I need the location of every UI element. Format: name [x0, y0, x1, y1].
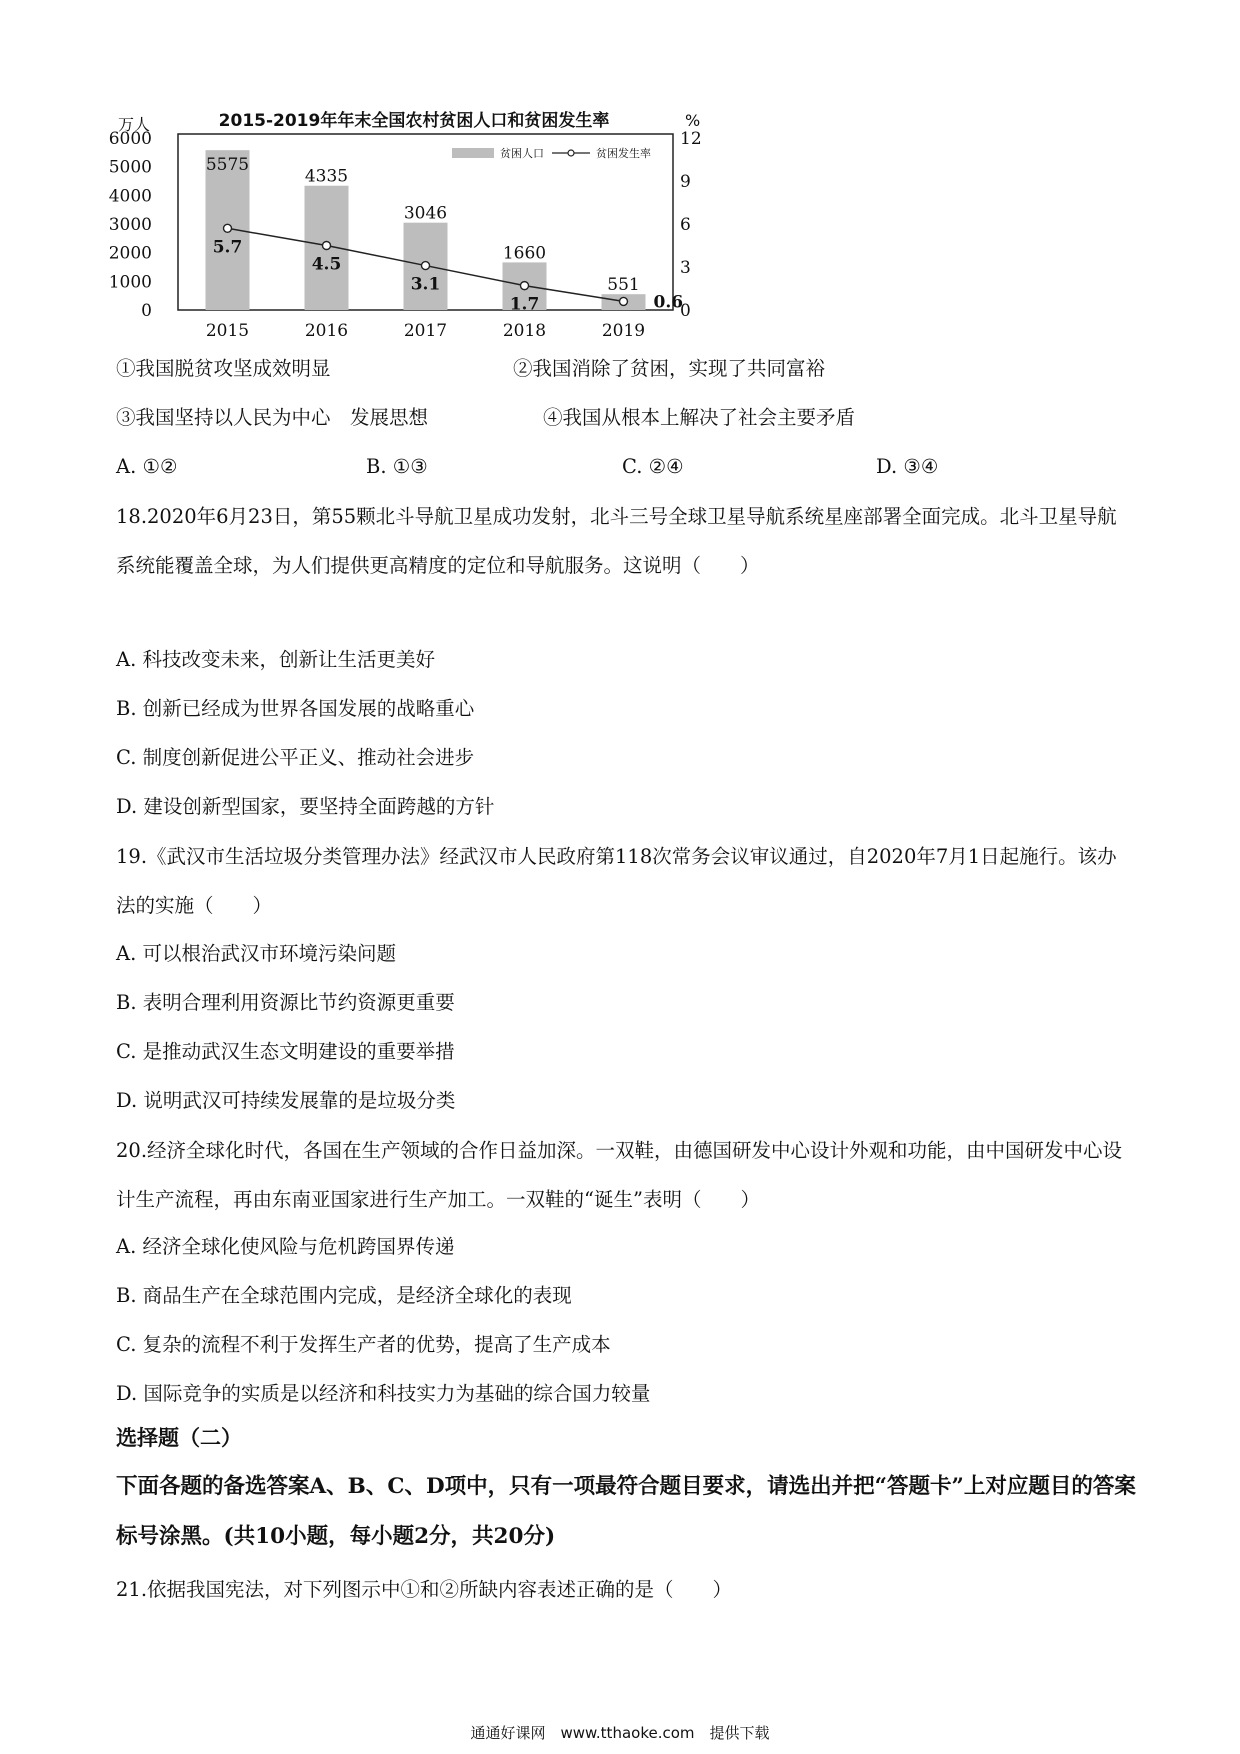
section-instructions: 下面各题的备选答案A、B、C、D项中，只有一项最符合题目要求，请选出并把“答题卡”上对应题目的答案标号涂黑。(共10小题，每小题2分，共20分): [116, 1474, 1136, 1549]
bar-value-label: 3046: [403, 203, 448, 224]
bar-value-label: 4335: [304, 166, 349, 187]
rate-value-label: 4.5: [311, 254, 342, 275]
q17-statement-2: ②我国消除了贫困，实现了共同富裕: [513, 357, 826, 380]
q17-statement-4: ④我国从根本上解决了社会主要矛盾: [543, 406, 856, 429]
q18-option-a[interactable]: A. 科技改变未来，创新让生活更美好: [116, 648, 435, 671]
rate-point: [521, 282, 529, 290]
rate-point: [224, 224, 232, 232]
q20-option-d[interactable]: D. 国际竞争的实质是以经济和科技实力为基础的综合国力较量: [116, 1382, 651, 1405]
rate-point: [323, 242, 331, 250]
q19-stem: 19.《武汉市生活垃圾分类管理办法》经武汉市人民政府第118次常务会议审议通过，自2020年7月1日起施行。该办法的实施（ ）: [116, 845, 1117, 917]
rate-point: [620, 297, 628, 305]
q17-statement-3: ③我国坚持以人民为中心 发展思想: [116, 406, 429, 429]
x-tick-label: 2017: [403, 321, 448, 341]
q17-option-c[interactable]: C. ②④: [622, 455, 684, 478]
q18-stem: 18.2020年6月23日，第55颗北斗导航卫星成功发射，北斗三号全球卫星导航系统星座部署全面完成。北斗卫星导航系统能覆盖全球，为人们提供更高精度的定位和导航服务。这说明（ ）: [116, 505, 1117, 577]
x-tick-label: 2019: [601, 321, 646, 341]
q18-option-b[interactable]: B. 创新已经成为世界各国发展的战略重心: [116, 697, 475, 720]
q20-option-a[interactable]: A. 经济全球化使风险与危机跨国界传递: [116, 1235, 455, 1258]
rate-value-label: 5.7: [212, 237, 243, 258]
legend-line-label: 贫困发生率: [596, 147, 651, 160]
q18-option-c[interactable]: C. 制度创新促进公平正义、推动社会进步: [116, 746, 475, 769]
right-tick-label: 3: [680, 258, 691, 278]
q21-stem: 21.依据我国宪法，对下列图示中①和②所缺内容表述正确的是（ ）: [116, 1578, 733, 1601]
q17-option-a[interactable]: A. ①②: [116, 455, 178, 478]
q17-statement-1: ①我国脱贫攻坚成效明显: [116, 357, 331, 380]
legend-bar-swatch: [452, 148, 494, 158]
bar-value-label: 5575: [205, 155, 250, 176]
page-footer: 通通好课网 www.tthaoke.com 提供下载: [470, 1724, 770, 1742]
q18-option-d[interactable]: D. 建设创新型国家，要坚持全面跨越的方针: [116, 795, 495, 818]
left-axis-unit: 万人: [118, 115, 151, 134]
poverty-chart: [100, 108, 800, 378]
q19-option-d[interactable]: D. 说明武汉可持续发展靠的是垃圾分类: [116, 1089, 456, 1112]
bar-value-label: 1660: [502, 243, 547, 264]
x-tick-label: 2018: [502, 321, 547, 341]
chart-title: 2015-2019年年末全国农村贫困人口和贫困发生率: [218, 111, 610, 131]
right-tick-label: 9: [680, 172, 691, 192]
legend-bar-label: 贫困人口: [500, 147, 544, 160]
rate-value-label: 1.7: [509, 294, 540, 315]
left-tick-label: 2000: [108, 243, 152, 264]
q19-option-c[interactable]: C. 是推动武汉生态文明建设的重要举措: [116, 1040, 455, 1063]
right-tick-label: 6: [680, 215, 691, 235]
bar-value-label: 551: [607, 275, 640, 296]
left-tick-label: 0: [141, 301, 152, 321]
q20-option-c[interactable]: C. 复杂的流程不利于发挥生产者的优势，提高了生产成本: [116, 1333, 611, 1356]
left-tick-label: 6000: [108, 129, 152, 149]
section-title: 选择题（二）: [116, 1425, 242, 1450]
right-tick-label: 12: [680, 129, 702, 149]
q19-option-b[interactable]: B. 表明合理利用资源比节约资源更重要: [116, 991, 455, 1014]
left-tick-label: 1000: [108, 272, 152, 293]
q19-option-a[interactable]: A. 可以根治武汉市环境污染问题: [116, 942, 396, 965]
left-tick-label: 4000: [108, 186, 152, 207]
q17-option-b[interactable]: B. ①③: [366, 455, 428, 478]
x-tick-label: 2016: [304, 321, 349, 341]
x-tick-label: 2015: [205, 321, 250, 341]
right-axis-unit: %: [685, 111, 701, 130]
q20-option-b[interactable]: B. 商品生产在全球范围内完成，是经济全球化的表现: [116, 1284, 572, 1307]
chart-marks: [206, 150, 684, 314]
rate-value-label: 0.6: [653, 292, 684, 313]
right-tick-label: 0: [680, 301, 691, 321]
rate-value-label: 3.1: [410, 274, 441, 295]
legend-line-marker: [568, 150, 574, 156]
chart-legend: [452, 146, 651, 160]
left-tick-label: 5000: [108, 157, 152, 178]
q17-option-d[interactable]: D. ③④: [876, 455, 939, 478]
q20-stem: 20.经济全球化时代，各国在生产领域的合作日益加深。一双鞋，由德国研发中心设计外观和功能，由中国研发中心设计生产流程，再由东南亚国家进行生产加工。一双鞋的“诞生”表明（ ）: [116, 1139, 1123, 1211]
rate-point: [422, 262, 430, 270]
left-tick-label: 3000: [108, 215, 152, 235]
poverty-chart-svg: [100, 108, 800, 378]
